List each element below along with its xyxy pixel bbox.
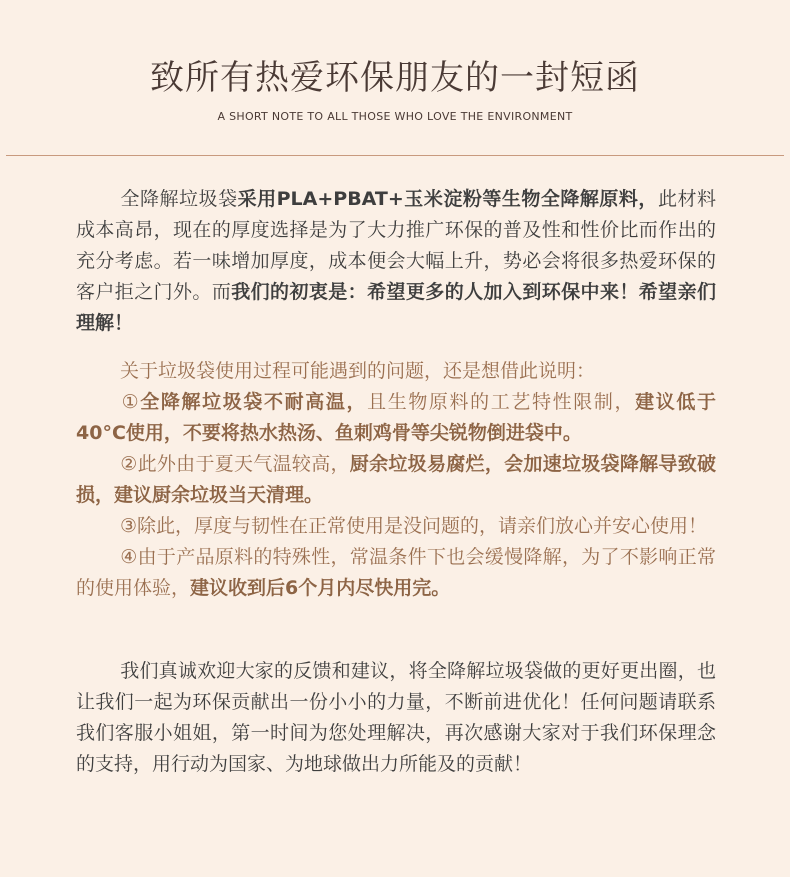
page-title: 致所有热爱环保朋友的一封短函 bbox=[150, 58, 640, 98]
intro-text-1: 全降解垃圾袋 bbox=[120, 188, 238, 210]
note-1: ①全降解垃圾袋不耐高温，且生物原料的工艺特性限制，建议低于40°C使用，不要将热水热汤、鱼刺鸡骨等尖锐物倒进袋中。 bbox=[76, 391, 716, 444]
note-3: ③除此，厚度与韧性在正常使用是没问题的，请亲们放心并安心使用！ bbox=[120, 515, 708, 537]
intro-text-2: 采用PLA+PBAT+玉米淀粉等生物全降解原料， bbox=[237, 188, 658, 210]
page-subtitle: A SHORT NOTE TO ALL THOSE WHO LOVE THE ENVIRONMENT bbox=[217, 110, 573, 123]
closing-paragraph bbox=[76, 656, 716, 780]
closing-text: 我们真诚欢迎大家的反馈和建议，将全降解垃圾袋做的更好更出圈，也让我们一起为环保贡献出一份小小的力量，不断前进优化！任何问题请联系我们客服小姐姐，第一时间为您处理解决，再次感谢大家对于我们环保理念的支持，用行动为国家、为地球做出力所能及的贡献！ bbox=[76, 660, 716, 775]
intro-text-4: 我们的初衷是：希望更多的人加入到环保中来！希望亲们理解！ bbox=[76, 281, 716, 334]
notes-lead: 关于垃圾袋使用过程可能遇到的问题，还是想借此说明： bbox=[120, 360, 596, 382]
header-divider bbox=[6, 155, 784, 156]
intro-text-3: 此材料成本高昂，现在的厚度选择是为了大力推广环保的普及性和性价比而作出的充分考虑。若一味增加厚度，成本便会大幅上升，势必会将很多热爱环保的客户拒之门外。而 bbox=[76, 188, 716, 303]
note-2: ②此外由于夏天气温较高，厨余垃圾易腐烂，会加速垃圾袋降解导致破损，建议厨余垃圾当天清理。 bbox=[76, 453, 716, 506]
note-4: ④由于产品原料的特殊性，常温条件下也会缓慢降解，为了不影响正常的使用体验，建议收到后6个月内尽快用完。 bbox=[76, 546, 716, 599]
intro-paragraph bbox=[76, 184, 716, 339]
notes-section bbox=[76, 356, 716, 604]
